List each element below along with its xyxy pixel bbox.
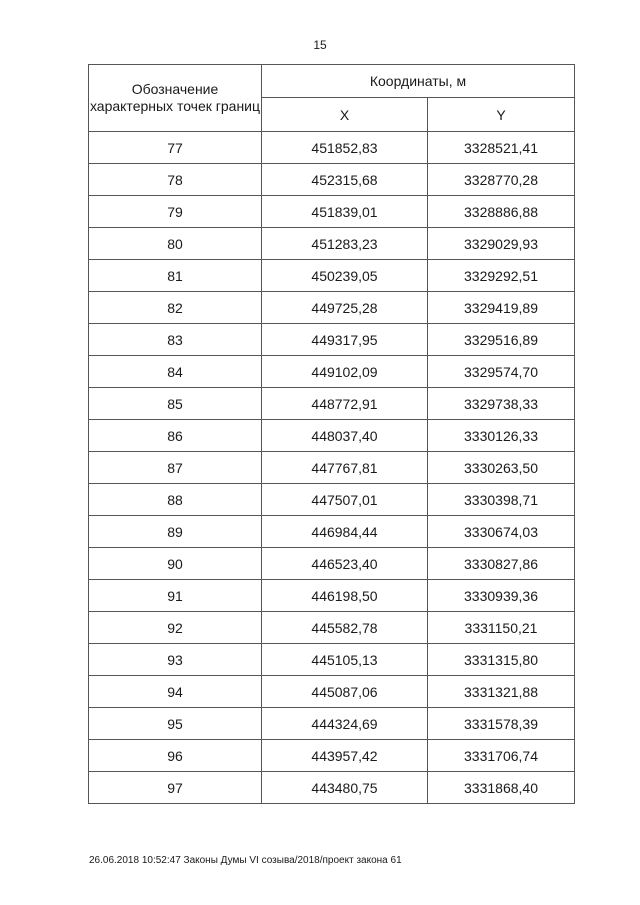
cell-y: 3329029,93 [428,228,575,260]
cell-point: 80 [89,228,262,260]
cell-point: 97 [89,772,262,804]
table-row [89,164,575,196]
coordinates-table [88,64,575,804]
cell-y: 3331321,88 [428,676,575,708]
cell-x: 444324,69 [262,708,428,740]
header-coordinates: Координаты, м [262,65,575,98]
cell-x: 451283,23 [262,228,428,260]
table-row [89,228,575,260]
table-row [89,260,575,292]
cell-point: 77 [89,132,262,164]
footer-stamp: 26.06.2018 10:52:47 Законы Думы VI созыва/2018/проект закона 61 [89,855,402,866]
table-row [89,388,575,420]
table-row [89,292,575,324]
cell-point: 84 [89,356,262,388]
cell-point: 78 [89,164,262,196]
cell-point: 87 [89,452,262,484]
cell-y: 3331868,40 [428,772,575,804]
table-row [89,580,575,612]
cell-x: 449725,28 [262,292,428,324]
cell-point: 96 [89,740,262,772]
cell-y: 3330126,33 [428,420,575,452]
cell-y: 3329516,89 [428,324,575,356]
cell-point: 93 [89,644,262,676]
table-row [89,644,575,676]
table-row [89,484,575,516]
cell-x: 448772,91 [262,388,428,420]
table-row [89,356,575,388]
table-row [89,452,575,484]
cell-y: 3330263,50 [428,452,575,484]
cell-y: 3331315,80 [428,644,575,676]
cell-point: 91 [89,580,262,612]
cell-x: 447767,81 [262,452,428,484]
table-row [89,420,575,452]
cell-point: 88 [89,484,262,516]
cell-x: 450239,05 [262,260,428,292]
cell-y: 3329292,51 [428,260,575,292]
cell-y: 3329574,70 [428,356,575,388]
table-row [89,196,575,228]
table-row [89,676,575,708]
cell-x: 443957,42 [262,740,428,772]
cell-point: 89 [89,516,262,548]
cell-y: 3328770,28 [428,164,575,196]
table-row [89,612,575,644]
cell-point: 82 [89,292,262,324]
table-row [89,740,575,772]
header-x: X [262,98,428,132]
cell-x: 446523,40 [262,548,428,580]
cell-x: 443480,75 [262,772,428,804]
cell-y: 3330398,71 [428,484,575,516]
cell-x: 445087,06 [262,676,428,708]
cell-point: 92 [89,612,262,644]
cell-x: 445582,78 [262,612,428,644]
cell-y: 3331578,39 [428,708,575,740]
cell-x: 446198,50 [262,580,428,612]
cell-point: 83 [89,324,262,356]
cell-point: 79 [89,196,262,228]
cell-y: 3331150,21 [428,612,575,644]
cell-point: 94 [89,676,262,708]
table-row [89,132,575,164]
cell-x: 446984,44 [262,516,428,548]
cell-y: 3331706,74 [428,740,575,772]
table-row [89,516,575,548]
table-row [89,548,575,580]
cell-y: 3329738,33 [428,388,575,420]
cell-x: 447507,01 [262,484,428,516]
cell-y: 3330674,03 [428,516,575,548]
header-y: Y [428,98,575,132]
cell-x: 448037,40 [262,420,428,452]
table-row [89,772,575,804]
page-number: 15 [313,38,327,52]
cell-y: 3329419,89 [428,292,575,324]
cell-point: 95 [89,708,262,740]
header-point-designation: Обозначение характерных точек границ [89,65,262,132]
cell-point: 85 [89,388,262,420]
cell-y: 3328521,41 [428,132,575,164]
cell-y: 3328886,88 [428,196,575,228]
cell-x: 445105,13 [262,644,428,676]
cell-point: 81 [89,260,262,292]
cell-y: 3330939,36 [428,580,575,612]
cell-x: 449102,09 [262,356,428,388]
cell-x: 451852,83 [262,132,428,164]
cell-point: 86 [89,420,262,452]
table-row [89,708,575,740]
cell-y: 3330827,86 [428,548,575,580]
cell-x: 449317,95 [262,324,428,356]
table-row [89,324,575,356]
cell-x: 451839,01 [262,196,428,228]
cell-point: 90 [89,548,262,580]
cell-x: 452315,68 [262,164,428,196]
